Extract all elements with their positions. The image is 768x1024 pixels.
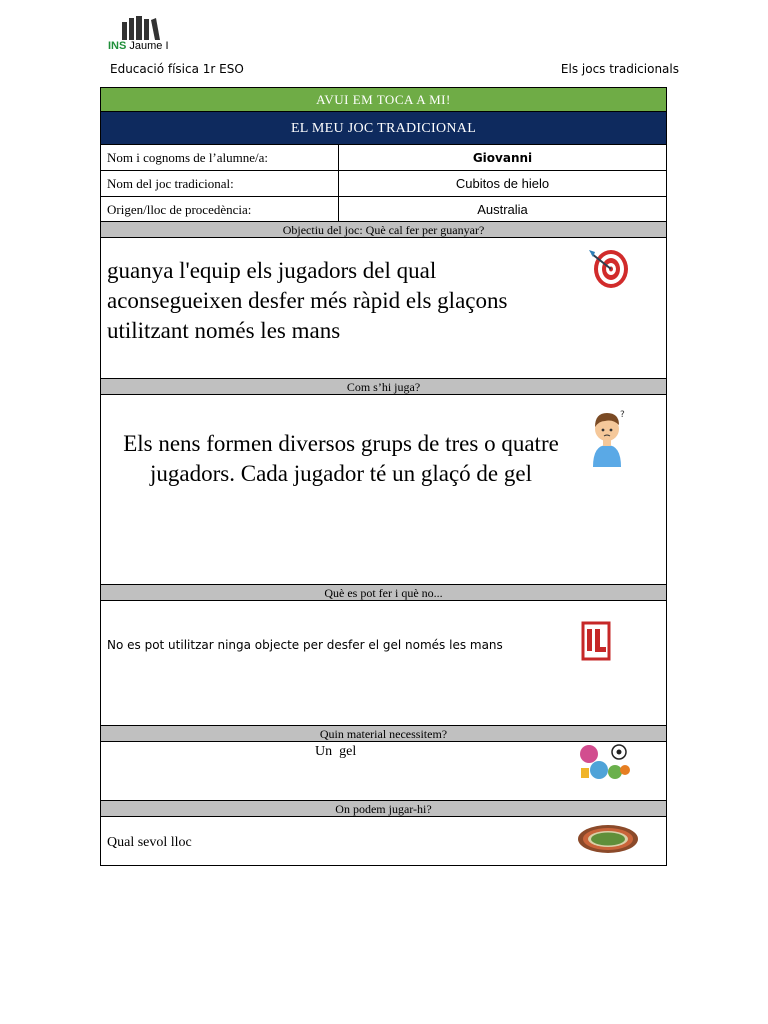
objective-text: guanya l'equip els jugadors del qual aconsegueixen desfer més ràpid els glaçons utilitzant només les mans [107,258,508,343]
game-name-value: Cubitos de hielo [455,176,550,191]
info-row-game [101,171,666,197]
logo-text [108,40,169,52]
rules-heading: Què es pot fer i què no... [101,585,666,601]
info-row-student [101,145,666,171]
school-logo [108,16,172,52]
student-name-value: Giovanni [472,151,533,165]
banner-title: EL MEU JOC TRADICIONAL [101,112,666,145]
how-to-play-box [101,395,666,585]
how-to-play-text: Els nens formen diversos grups de tres o quatre jugadors. Cada jugador té un glaçó de gel [123,431,559,486]
materials-text: Un gel [315,744,357,759]
origin-label: Origen/lloc de procedència: [101,197,339,221]
where-heading: On podem jugar-hi? [101,801,666,817]
materials-box [101,742,666,801]
game-form [100,87,667,866]
foul-stamp-icon [581,621,611,661]
materials-heading: Quin material necessitem? [101,726,666,742]
objective-heading: Objectiu del joc: Què cal fer per guanyar? [101,222,666,238]
info-row-origin [101,197,666,222]
topic-label: Els jocs tradicionals [560,62,679,76]
where-box [101,817,666,865]
thinking-boy-icon [587,407,627,467]
running-track-icon [577,823,639,855]
origin-value: Australia [477,202,528,217]
banner-top: AVUI EM TOCA A MI! [101,88,666,112]
svg-text:?: ? [620,410,625,420]
subject-label: Educació física 1r ESO [110,62,244,76]
objective-box [101,238,666,379]
books-logo-icon [118,16,166,40]
logo-name: Jaume I [129,40,169,52]
logo-school: INS [108,40,127,52]
how-to-play-heading: Com s’hi juga? [101,379,666,395]
student-name-label: Nom i cognoms de l’alumne/a: [101,145,339,170]
rules-box [101,601,666,726]
where-text: Qual sevol lloc [107,835,192,850]
game-name-label: Nom del joc tradicional: [101,171,339,196]
target-icon [585,246,635,290]
sports-equipment-icon [577,742,631,782]
rules-text: No es pot utilitzar ninga objecte per desfer el gel només les mans [107,638,503,652]
